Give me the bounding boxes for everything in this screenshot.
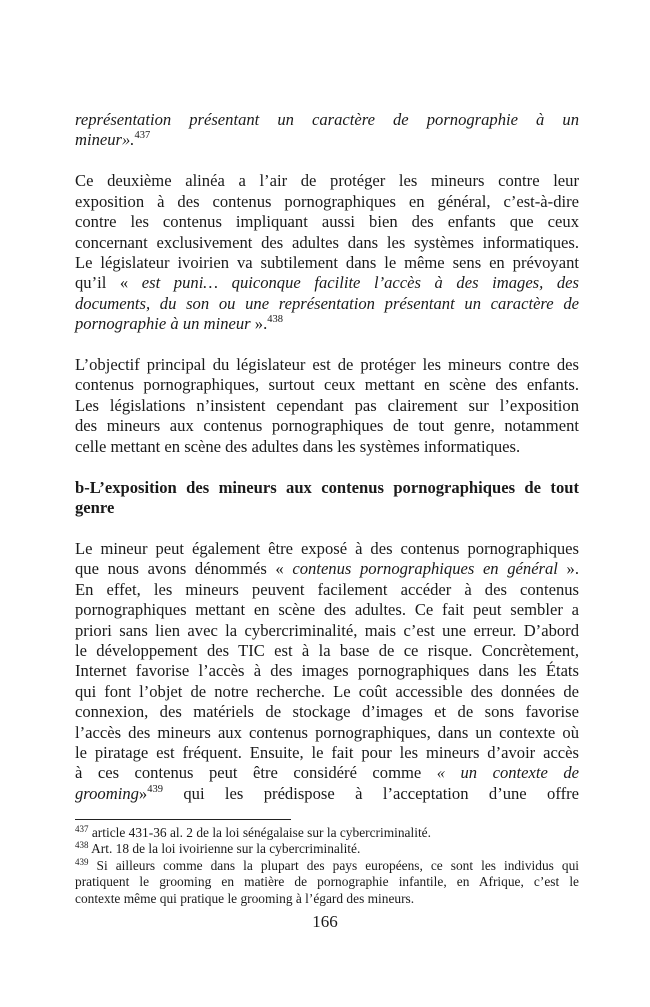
quote-text: est puni… quiconque facilite l’accès à des images, des: [141, 273, 579, 293]
footnote-438: $^{438}$ Art. 18 de la loi ivoirienne sur la cybercriminalité.: [75, 840, 361, 857]
footnote-439: $^{439}$ Si ailleurs comme dans la plupart des pays européens, ce sont les individus qui: [75, 856, 579, 873]
continuation-quote: [75, 110, 579, 151]
quote-text: contenus pornographiques en général: [292, 559, 558, 579]
footnotes: $^{437}$ article 431-36 al. 2 de la loi sénégalaise sur la cybercriminalité. $^{438}$ Art. 18 de la loi ivoirienne sur la cybercriminalité. $^{439}$ Si ailleurs comme dans la plupart des pays européens, ce sont les individus qui pratiquent le grooming en matière de pornographie infantile, en Afrique, c’est le contexte même qui pratique le grooming à l’égard des mineurs.: [75, 824, 579, 906]
quote-text: mineur».: [75, 130, 135, 150]
footnote-ref[interactable]: 439: [147, 783, 163, 795]
paragraph-2: L’objectif principal du législateur est de protéger les mineurs contre des contenus pornographiques, surtout ceux mettant en scène des enfants. Les législations n’insistent cependant pas clairement sur l’exposition des mineurs aux contenus pornographiques de tout genre, notamment celle mettant en scène des adultes dans les systèmes informatiques.: [75, 355, 579, 456]
quote-text: « un contexte de: [436, 763, 579, 783]
footnote-separator: [75, 819, 291, 820]
paragraph-1: Ce deuxième alinéa a l’air de protéger les mineurs contre leur exposition à des contenus pornographiques en général, c’est-à-dire contre les contenus impliquant aussi bien des enfants que ceux concernant exclusivement des adultes dans les systèmes informatiques. Le législateur ivoirien va subtilement dans le même sens en prévoyant qu’il « est puni… quiconque facilite l’accès à des images, des documents, du son ou une représentation présentant un caractère de pornographie à un mineur ».$^{438}$: [75, 171, 579, 334]
document-body: [75, 110, 579, 804]
footnote-437: $^{437}$ article 431-36 al. 2 de la loi sénégalaise sur la cybercriminalité.: [75, 824, 431, 840]
quote-text: représentation présentant un caractère de pornographie à un: [75, 110, 579, 129]
quote-text: documents, du son ou une représentation présentant un caractère de: [75, 293, 579, 313]
paragraph-3: Le mineur peut également être exposé à des contenus pornographiques que nous avons dénommés « contenus pornographiques en général ». En effet, les mineurs peuvent facilement accéder à des contenus pornographiques mettant en scène des adultes. Ce fait peut sembler a priori sans lien avec la cybercriminalité, mais c’est une erreur. D’abord le développement des TIC est à la base de ce risque. Concrètement, Internet favorise l’accès à des images pornographiques dans les États qui font l’objet de notre recherche. Le coût accessible des données de connexion, des matériels de stockage d’images et de sons favorise l’accès des mineurs aux contenus pornographiques, dans un contexte où le piratage est fréquent. Ensuite, le fait pour les mineurs d’avoir accès à ces contenus peut être considéré comme « un contexte de grooming»$^{439}$ qui les prédispose à l’acceptation d’une offre: [75, 539, 579, 803]
section-heading: b-L’exposition des mineurs aux contenus pornographiques de tout genre: [75, 477, 579, 518]
quote-text: grooming: [75, 783, 139, 803]
page-number: 166: [312, 912, 338, 931]
quote-text: pornographie à un mineur: [75, 314, 251, 334]
footnote-ref[interactable]: 437: [134, 130, 151, 142]
footnote-ref[interactable]: 438: [267, 314, 283, 326]
